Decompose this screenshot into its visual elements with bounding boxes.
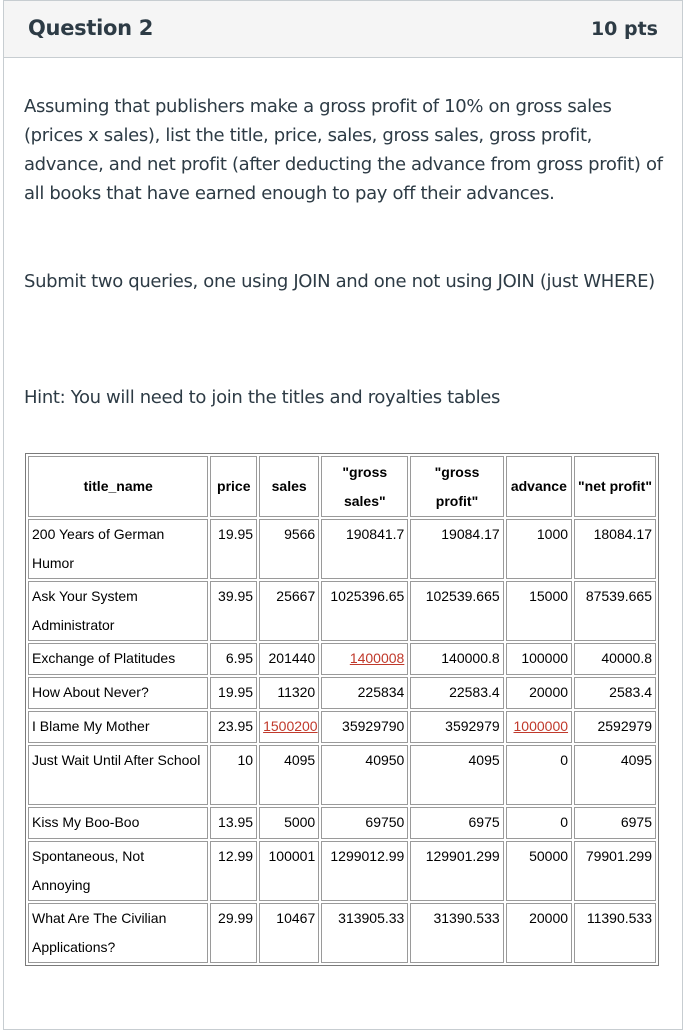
gross-profit-cell: 22583.4 [410, 677, 503, 709]
gross-sales-cell: 1025396.65 [321, 581, 408, 641]
price-cell: 6.95 [210, 643, 257, 675]
advance-cell[interactable] [506, 711, 572, 743]
table-row [28, 677, 656, 709]
column-header: "gross profit" [410, 456, 503, 517]
net-profit-cell: 40000.8 [574, 643, 656, 675]
net-profit-cell: 2592979 [574, 711, 656, 743]
price-cell: 10 [210, 745, 257, 805]
column-header: advance [506, 456, 572, 517]
title-cell: Kiss My Boo-Boo [28, 807, 208, 839]
price-cell: 23.95 [210, 711, 257, 743]
price-cell: 19.95 [210, 677, 257, 709]
gross-sales-cell: 313905.33 [321, 903, 408, 963]
gross-profit-cell: 19084.17 [410, 519, 503, 579]
table-row [28, 711, 656, 743]
title-cell: 200 Years of German Humor [28, 519, 208, 579]
price-cell: 12.99 [210, 841, 257, 901]
gross-sales-cell: 35929790 [321, 711, 408, 743]
title-cell: How About Never? [28, 677, 208, 709]
question-prompt: Assuming that publishers make a gross profit of 10% on gross sales (prices x sales), list the title, price, sales, gross sales, gross profit, advance, and net profit (after deducting the advance from gross profit) of all books that have earned enough to pay off their advances. [24, 96, 663, 204]
sales-cell: 4095 [259, 745, 319, 805]
net-profit-cell: 6975 [574, 807, 656, 839]
net-profit-cell: 87539.665 [574, 581, 656, 641]
expected-results-table [25, 453, 659, 966]
sales-cell[interactable] [259, 711, 319, 743]
sales-cell: 5000 [259, 807, 319, 839]
gross-profit-cell: 102539.665 [410, 581, 503, 641]
advance-cell: 15000 [506, 581, 572, 641]
price-cell: 29.99 [210, 903, 257, 963]
title-cell: Exchange of Platitudes [28, 643, 208, 675]
sales-link[interactable]: 1500200 [263, 718, 318, 734]
submission-instructions: Submit two queries, one using JOIN and one not using JOIN (just WHERE) [24, 271, 655, 292]
title-cell: Spontaneous, Not Annoying [28, 841, 208, 901]
table-row [28, 903, 656, 963]
sales-cell: 100001 [259, 841, 319, 901]
gross-sales-cell[interactable] [321, 643, 408, 675]
price-cell: 19.95 [210, 519, 257, 579]
table-header-row [28, 456, 656, 517]
net-profit-cell: 4095 [574, 745, 656, 805]
gross-profit-cell: 129901.299 [410, 841, 503, 901]
question-points: 10 pts [590, 18, 658, 40]
sales-cell: 11320 [259, 677, 319, 709]
advance-cell: 20000 [506, 903, 572, 963]
column-header: title_name [28, 456, 208, 517]
price-cell: 39.95 [210, 581, 257, 641]
advance-cell: 0 [506, 745, 572, 805]
column-header: "net profit" [574, 456, 656, 517]
question-title: Question 2 [28, 16, 154, 40]
gross-sales-cell: 1299012.99 [321, 841, 408, 901]
gross-profit-cell: 31390.533 [410, 903, 503, 963]
advance-cell: 20000 [506, 677, 572, 709]
sales-cell: 10467 [259, 903, 319, 963]
table-row [28, 841, 656, 901]
table-row [28, 643, 656, 675]
hint-text: Hint: You will need to join the titles and royalties tables [24, 387, 501, 408]
gross-profit-cell: 6975 [410, 807, 503, 839]
gross-profit-cell: 3592979 [410, 711, 503, 743]
price-cell: 13.95 [210, 807, 257, 839]
title-cell: Ask Your System Administrator [28, 581, 208, 641]
sales-cell: 9566 [259, 519, 319, 579]
question-header [4, 0, 682, 58]
column-header: price [210, 456, 257, 517]
gross-sales-cell: 225834 [321, 677, 408, 709]
sales-cell: 201440 [259, 643, 319, 675]
gross-sales-cell: 69750 [321, 807, 408, 839]
gross-sales-cell: 40950 [321, 745, 408, 805]
table-row [28, 807, 656, 839]
title-cell: I Blame My Mother [28, 711, 208, 743]
advance-link[interactable]: 1000000 [513, 718, 569, 734]
title-cell: What Are The Civilian Applications? [28, 903, 208, 963]
gross-sales-link[interactable]: 1400008 [349, 650, 405, 666]
net-profit-cell: 18084.17 [574, 519, 656, 579]
net-profit-cell: 11390.533 [574, 903, 656, 963]
sales-cell: 25667 [259, 581, 319, 641]
advance-cell: 100000 [506, 643, 572, 675]
net-profit-cell: 2583.4 [574, 677, 656, 709]
gross-sales-cell: 190841.7 [321, 519, 408, 579]
net-profit-cell: 79901.299 [574, 841, 656, 901]
table-row [28, 745, 656, 805]
table-row [28, 581, 656, 641]
table-row [28, 519, 656, 579]
column-header: sales [259, 456, 319, 517]
gross-profit-cell: 140000.8 [410, 643, 503, 675]
gross-profit-cell: 4095 [410, 745, 503, 805]
title-cell: Just Wait Until After School [28, 745, 208, 805]
advance-cell: 50000 [506, 841, 572, 901]
advance-cell: 0 [506, 807, 572, 839]
advance-cell: 1000 [506, 519, 572, 579]
column-header: "gross sales" [321, 456, 408, 517]
